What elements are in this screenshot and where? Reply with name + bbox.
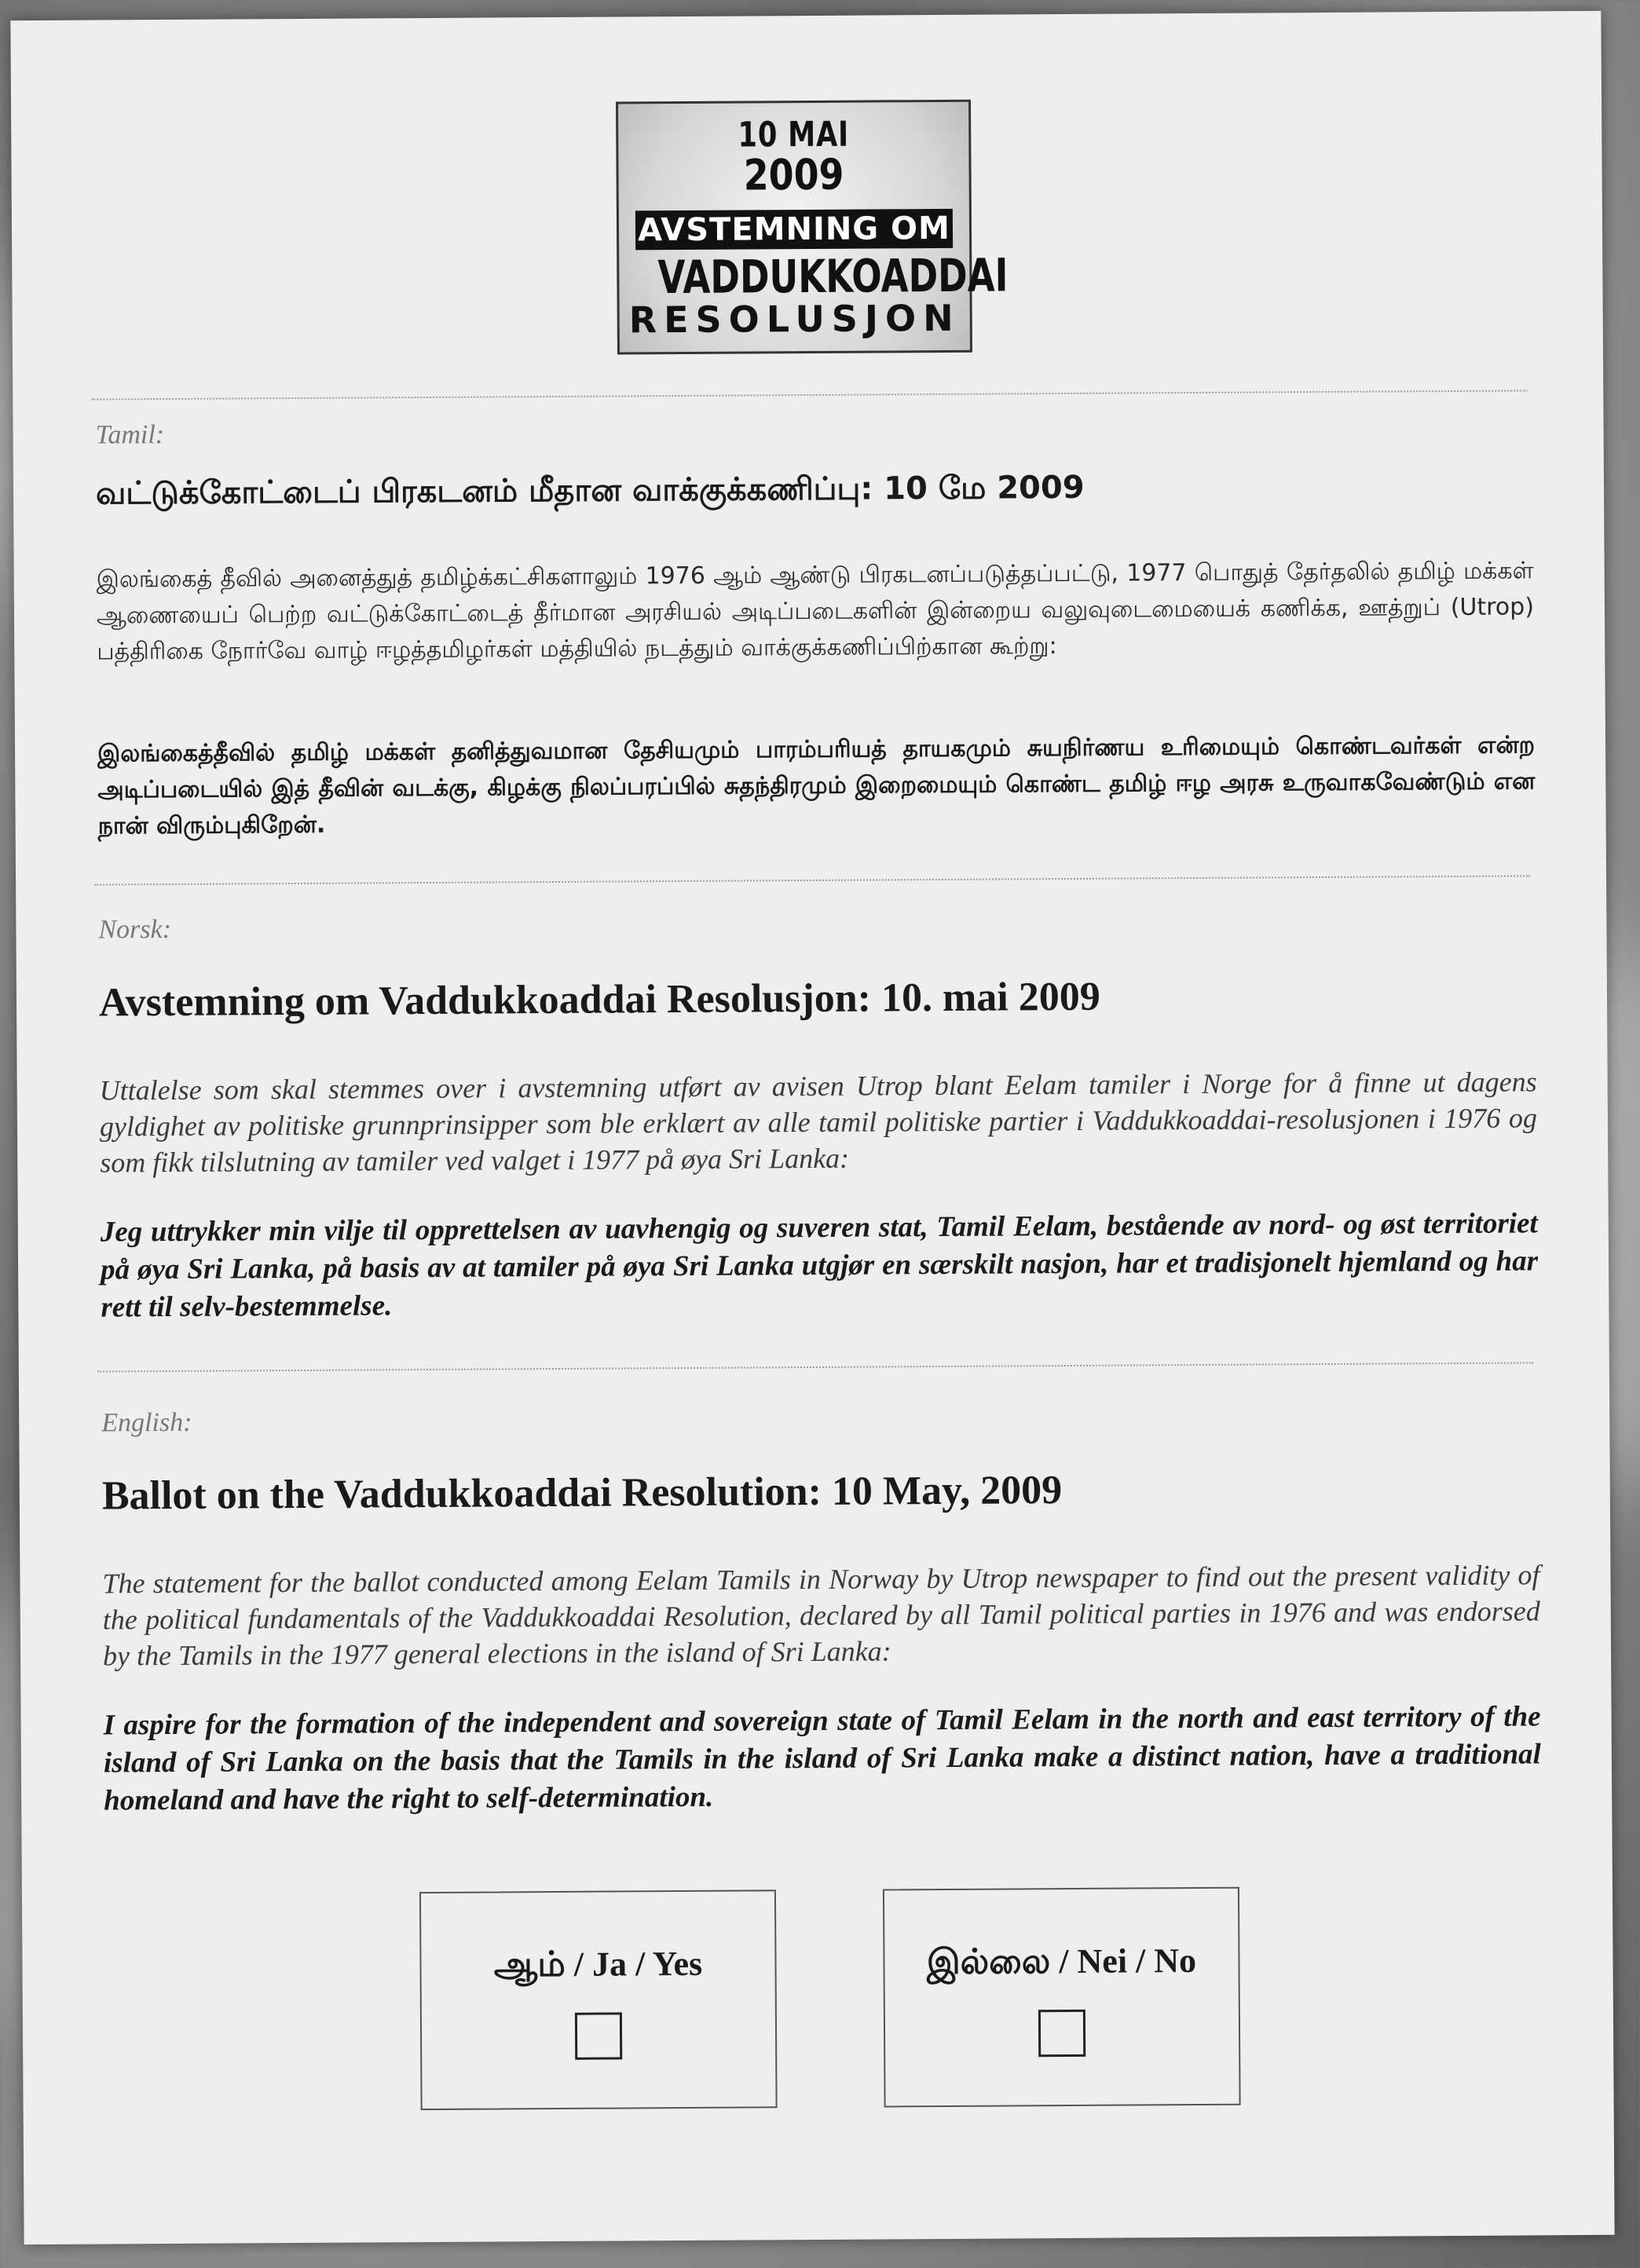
logo-subtitle: RESOLUSJON — [628, 296, 961, 342]
no-option[interactable] — [883, 1887, 1241, 2108]
norsk-statement: Jeg uttrykker min vilje til opprettelsen av uavhengig og suveren stat, Tamil Eelam, bestående av nord- og øst territoriet på øya Sri Lanka, på basis av at tamiler på øya Sri Lanka utgjør en særskilt nasjon, har et tradisjonelt hjemland og har rett til selv-bestemmelse. — [100, 1207, 1539, 1324]
no-label: இல்லை / Nei / No — [926, 1941, 1197, 1982]
english-language-label: English: — [101, 1407, 192, 1438]
tamil-language-label: Tamil: — [95, 420, 165, 450]
logo-banner: AVSTEMNING OM — [635, 209, 953, 250]
logo-date-year: 2009 — [743, 149, 844, 200]
tamil-intro: இலங்கைத் தீவில் அனைத்துத் தமிழ்க்கட்சிகளாலும் 1976 ஆம் ஆண்டு பிரகடனப்படுத்தப்பட்டு, 1977 பொதுத் தேர்தலில் தமிழ் மக்கள் ஆணையைப் பெற்ற வட்டுக்கோட்டைத் தீர்மான அரசியல் அடிப்படைகளின் இன்றைய வலுவுடைமையைக் கணிக்க, ஊத்றுப் (Utrop) பத்திரிகை நோர்வே வாழ் ஈழத்தமிழர்கள் மத்தியில் நடத்தும் வாக்குக்கணிப்பிற்கான கூற்று: — [96, 557, 1535, 666]
no-checkbox[interactable] — [1038, 2010, 1085, 2057]
yes-checkbox[interactable] — [575, 2013, 622, 2060]
divider — [97, 1362, 1533, 1372]
norsk-intro: Uttalelse som skal stemmes over i avstemning utført av avisen Utrop blant Eelam tamiler i Norge for å finne ut dagens gyldighet av politiske grunnprinsipper som ble erklært av alle tamil politiske partier i Vaddukkoaddai-resolusjonen i 1976 og som fikk tilslutning av tamiler ved valget i 1977 på øya Sri Lanka: — [99, 1066, 1538, 1179]
event-logo — [616, 100, 1009, 355]
tamil-statement: இலங்கைத்தீவில் தமிழ் மக்கள் தனித்துவமான தேசியமும் பாரம்பரியத் தாயகமும் சுயநிர்ணய உரிமையும் கொண்டவர்கள் என்ற அடிப்படையில் இத் தீவின் வடக்கு, கிழக்கு நிலப்பரப்பில் சுதந்திரமும் இறைமையும் கொண்ட தமிழ் ஈழ அரசு உருவாகவேண்டும் என நான் விரும்புகிறேன். — [97, 731, 1536, 840]
yes-label: ஆம் / Ja / Yes — [493, 1944, 703, 1985]
yes-option[interactable] — [419, 1889, 778, 2110]
english-heading: Ballot on the Vaddukkoaddai Resolution: 10 May, 2009 — [101, 1468, 1063, 1519]
english-statement: I aspire for the formation of the independent and sovereign state of Tamil Eelam in the north and east territory of the island of Sri Lanka on the basis that the Tamils in the island of Sri Lanka make a distinct nation, have a traditional homeland and have the right to self-determination. — [103, 1700, 1542, 1817]
divider — [91, 390, 1527, 400]
english-intro: The statement for the ballot conducted among Eelam Tamils in Norway by Utrop newspaper to find out the present validity of the political fundamentals of the Vaddukkoaddai Resolution, declared by all Tamil political parties in 1976 and was endorsed by the Tamils in the 1977 general elections in the island of Sri Lanka: — [102, 1559, 1540, 1672]
tamil-heading: வட்டுக்கோட்டைப் பிரகடனம் மீதான வாக்குக்கணிப்பு: 10 மே 2009 — [95, 469, 1085, 512]
ballot-paper — [10, 11, 1614, 2244]
norsk-heading: Avstemning om Vaddukkoaddai Resolusjon: 10. mai 2009 — [98, 974, 1100, 1026]
divider — [94, 875, 1530, 885]
logo-title: VADDUKKOADDAI — [657, 248, 1009, 305]
norsk-language-label: Norsk: — [98, 914, 172, 945]
logo-date-day: 10 MAI — [738, 114, 850, 155]
